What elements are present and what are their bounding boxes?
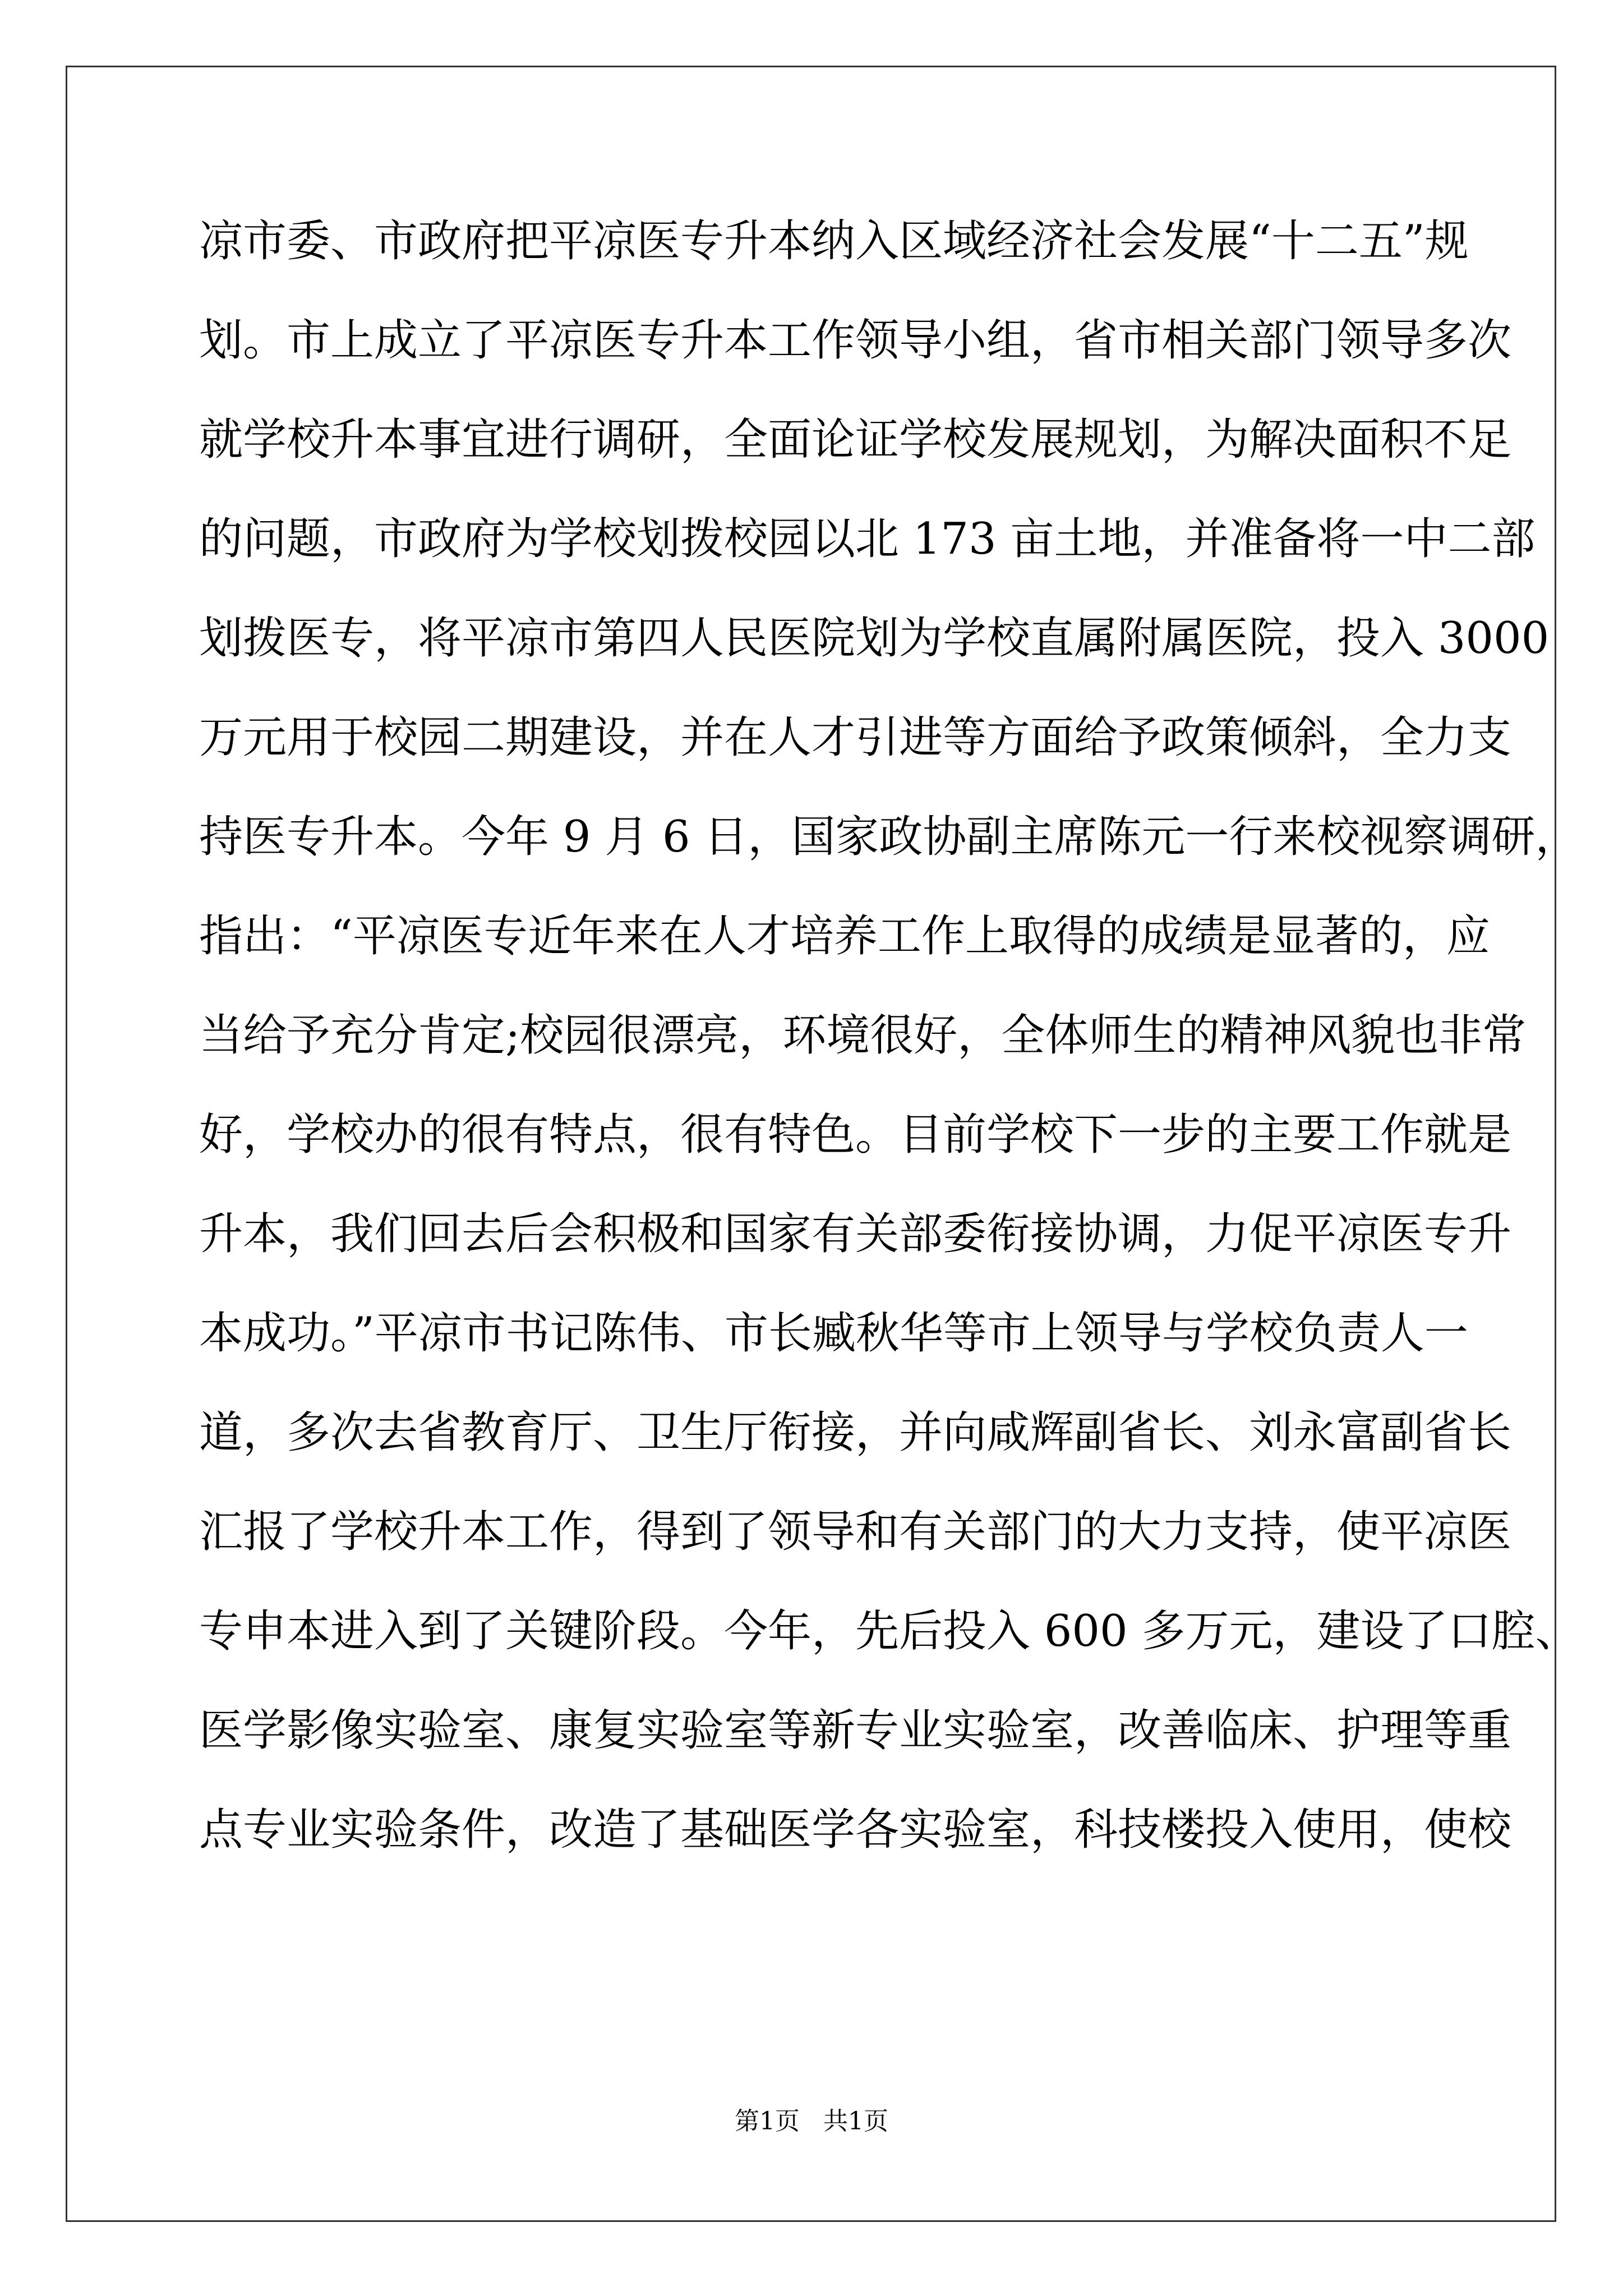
page-number-footer: 第1页 共1页 (735, 2107, 888, 2136)
text-line-13: 道，多次去省教育厅、卫生厅衔接，并向咸辉副省长、刘永富副省长 (199, 1407, 1512, 1458)
text-line-17: 点专业实验条件，改造了基础医学各实验室，科技楼投入使用，使校 (199, 1805, 1512, 1855)
text-line-16: 医学影像实验室、康复实验室等新专业实验室，改善临床、护理等重 (199, 1705, 1512, 1756)
text-line-4: 的问题，市政府为学校划拨校园以北 173 亩土地，并准备将一中二部 (199, 514, 1536, 564)
text-line-8: 指出：“平凉医专近年来在人才培养工作上取得的成绩是显著的，应 (199, 911, 1490, 961)
text-line-15: 专申本进入到了关键阶段。今年，先后投入 600 多万元，建设了口腔、 (199, 1606, 1579, 1657)
text-line-7: 持医专升本。今年 9 月 6 日，国家政协副主席陈元一行来校视察调研， (199, 812, 1579, 862)
document-body (199, 213, 1579, 1901)
text-line-10: 好，学校办的很有特点，很有特色。目前学校下一步的主要工作就是 (199, 1110, 1512, 1160)
text-line-3: 就学校升本事宜进行调研，全面论证学校发展规划，为解决面积不足 (199, 415, 1512, 465)
text-line-12: 本成功。”平凉市书记陈伟、市长臧秋华等市上领导与学校负责人一 (199, 1308, 1468, 1359)
text-line-5: 划拨医专，将平凉市第四人民医院划为学校直属附属医院，投入 3000 (199, 613, 1550, 664)
text-line-9: 当给予充分肯定;校园很漂亮，环境很好，全体师生的精神风貌也非常 (199, 1010, 1527, 1061)
text-line-11: 升本，我们回去后会积极和国家有关部委衔接协调，力促平凉医专升 (199, 1209, 1512, 1259)
text-line-6: 万元用于校园二期建设，并在人才引进等方面给予政策倾斜，全力支 (199, 712, 1512, 763)
text-line-14: 汇报了学校升本工作，得到了领导和有关部门的大力支持，使平凉医 (199, 1507, 1512, 1557)
text-line-1: 凉市委、市政府把平凉医专升本纳入区域经济社会发展“十二五”规 (199, 216, 1469, 266)
text-line-2: 划。市上成立了平凉医专升本工作领导小组，省市相关部门领导多次 (199, 315, 1512, 366)
